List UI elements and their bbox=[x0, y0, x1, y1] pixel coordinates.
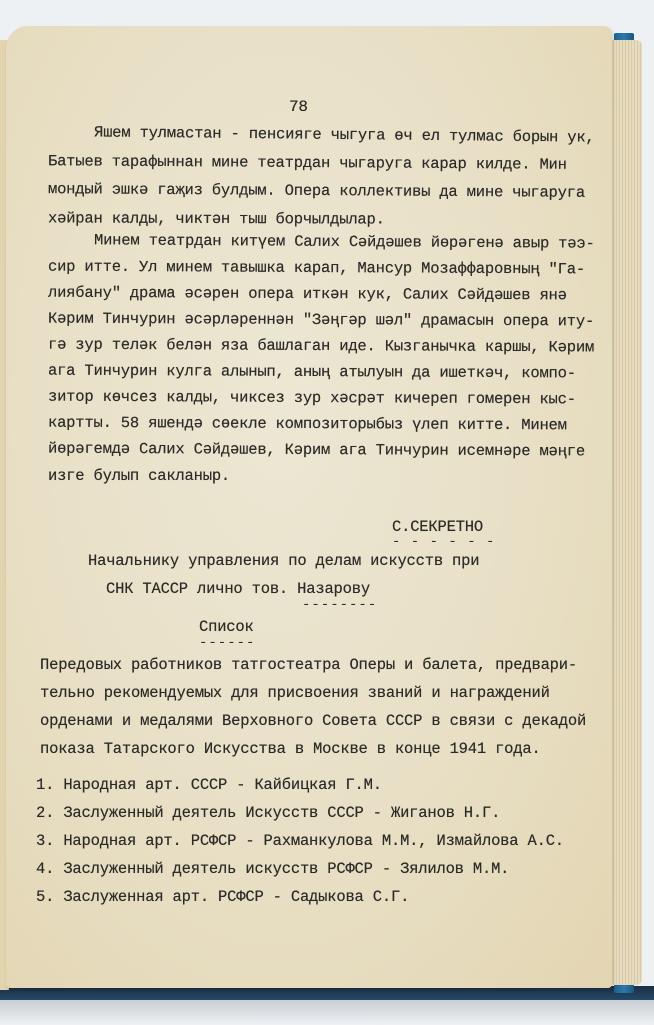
nominee-number: 1. bbox=[36, 776, 55, 794]
text-line: йөрәгемдә Салих Сәйдәшев, Кәрим ага Тинчурин исемнәре мәңге bbox=[47, 439, 586, 461]
text-line: Минем театрдан китүем Салих Сәйдәшев йөрәгенә авыр тәэ- bbox=[93, 231, 595, 253]
secrecy-underline: - - - - - - bbox=[392, 534, 496, 550]
table-surface bbox=[0, 1000, 654, 1025]
text-line: мондый эшкә гаҗиз булдым. Опера коллективы да мине чыгаруга bbox=[47, 180, 586, 202]
list-intro-line: показа Татарского Искусства в Москве в конце 1941 года. bbox=[40, 740, 541, 758]
text-line: хәйран калды, чиктән тыш борчылдылар. bbox=[47, 209, 385, 229]
text-line: картты. 58 яшендә сөекле композиторыбыз үлеп китте. Минем bbox=[47, 413, 567, 435]
nominee-item bbox=[36, 888, 409, 906]
addressee-line-1: Начальнику управления по делам искусств при bbox=[88, 552, 480, 570]
text-line: сир итте. Ул минем тавышка карап, Мансур Мозаффаровның "Га- bbox=[47, 257, 586, 279]
list-intro-line: орденами и медалями Верховного Совета СССР в связи с декадой bbox=[40, 712, 587, 730]
text-line: изге булып сакланыр. bbox=[48, 467, 231, 485]
nominee-number: 2. bbox=[36, 804, 55, 822]
nominee-number: 4. bbox=[36, 860, 55, 878]
nominee-item bbox=[36, 832, 564, 850]
nominee-item bbox=[36, 804, 500, 822]
nominee-text: Народная арт. РСФСР - Рахманкулова М.М., Измайлова А.С. bbox=[63, 832, 564, 850]
text-line: ага Тинчурин кулга алынып, аның атылуын да ишеткәч, компо- bbox=[47, 361, 576, 383]
addressee-underline: -------- bbox=[302, 597, 378, 613]
text-line: Батыев тарафыннан мине театрдан чыгаруга карар килде. Мин bbox=[47, 152, 567, 174]
nominee-text: Заслуженный деятель искусств РСФСР - Зялилов М.М. bbox=[63, 860, 510, 878]
text-line: гә зур теләк белән яза башлаган иде. Кызганычка каршы, Кәрим bbox=[47, 335, 595, 357]
nominee-number: 3. bbox=[36, 832, 55, 850]
book-cover-bottom bbox=[0, 986, 654, 1000]
text-line: Кәрим Тинчурин әсәрләреннән "Зәңгәр шәл" драмасын опера иту- bbox=[47, 309, 595, 331]
nominee-text: Заслуженный деятель Искусств СССР - Жиганов Н.Г. bbox=[63, 804, 501, 822]
list-title-underline: ------ bbox=[199, 635, 256, 651]
list-title: Список bbox=[199, 618, 254, 636]
list-intro-line: тельно рекомендуемых для присвоения званий и награждений bbox=[40, 684, 550, 702]
nominee-item bbox=[36, 860, 509, 878]
nominee-item bbox=[36, 776, 382, 794]
text-line: зитор көчсез калды, чиксез зур хәсрәт кичереп гомерен кыс- bbox=[47, 387, 576, 409]
list-intro-line: Передовых работников татгостеатра Оперы и балета, предвари- bbox=[40, 656, 577, 674]
addressee-name: Назарову bbox=[297, 580, 370, 598]
nominee-number: 5. bbox=[36, 888, 55, 906]
document-page bbox=[6, 26, 612, 988]
addressee-line-2 bbox=[106, 580, 370, 598]
addressee-prefix: СНК ТАССР лично тов. bbox=[106, 580, 298, 598]
nominee-text: Заслуженная арт. РСФСР - Садыкова С.Г. bbox=[63, 888, 410, 906]
secrecy-mark: С.СЕКРЕТНО bbox=[392, 518, 484, 536]
nominee-text: Народная арт. СССР - Кайбицкая Г.М. bbox=[63, 776, 382, 794]
page-number: 78 bbox=[289, 98, 308, 116]
text-line: лиябану" драма әсәрен опера иткән кук, Салих Сәйдәшев янә bbox=[47, 283, 567, 305]
text-line: Яшем тулмастан - пенсияге чыгуга өч ел тулмас борын ук, bbox=[93, 123, 595, 147]
